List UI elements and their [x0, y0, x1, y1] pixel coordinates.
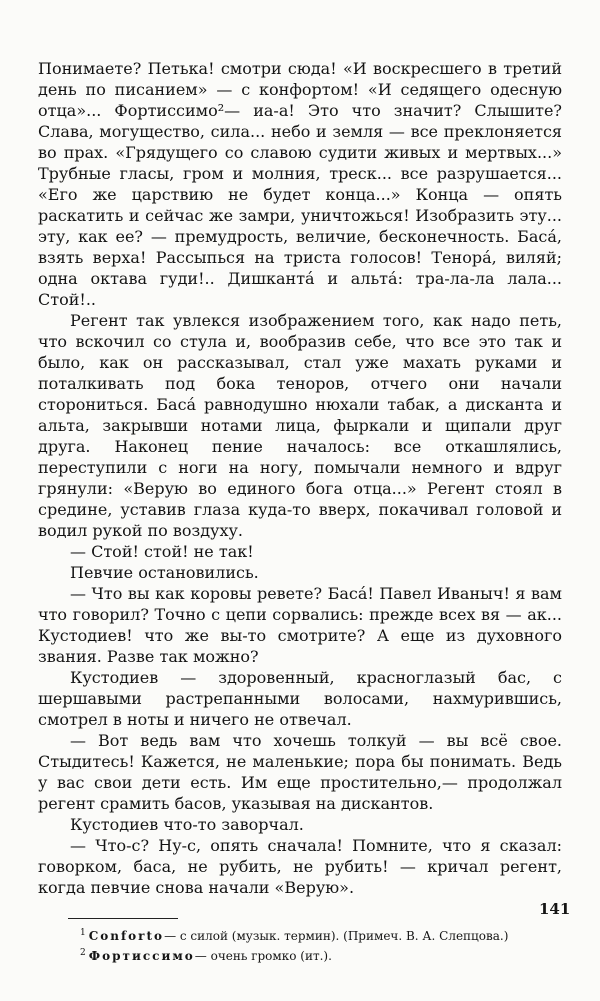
- footnote-divider: [68, 918, 178, 919]
- paragraph-7: — Вот ведь вам что хочешь толкуй — вы всё свое. Стыдитесь! Кажется, не маленькие; пора бы понимать. Ведь у вас свои дети есть. Им еще простительно,— продолжал регент срамить басов, указывая на дискантов.: [38, 731, 562, 813]
- paragraph-3: — Стой! стой! не так!: [70, 542, 254, 561]
- footnote-1-text: — с силой (музык. термин). (Примеч. В. А. Слепцова.): [164, 929, 509, 943]
- paragraph-1: Понимаете? Петька! смотри сюда! «И воскресшего в третий день по писанием» — с конфортом! «И седящего одесную отца»... Фортиссимо²— иа-а! Это что значит? Слышите? Слава, могущество, сила... небо и земля — все преклоняется во прах. «Грядущего со славою судити живых и мертвых...» Трубные гласы, гром и молния, треск... все разрушается... «Его же царствию не будет конца...» Конца — опять раскатить и сейчас же замри, уничтожься! Изобразить эту... эту, как ее? — премудрость, величие, бесконечность. Басá, взять верха! Рассыпься на триста голосов! Тенорá, виляй; одна октава гуди!.. Дишкантá и альтá: тра-ла-ла лала... Стой!..: [38, 59, 562, 309]
- paragraph-4: Певчие остановились.: [70, 563, 259, 582]
- footnote-1: [80, 925, 558, 945]
- main-text: [38, 58, 562, 898]
- paragraph-6: Кустодиев — здоровенный, красноглазый бас, с шершавыми растрепанными волосами, нахмурившись, смотрел в ноты и ничего не отвечал.: [38, 668, 562, 729]
- paragraph-5: — Что вы как коровы ревете? Басá! Павел Иваныч! я вам что говорил? Точно с цепи сорвались: прежде всех вя — ак... Кустодиев! что же вы-то смотрите? А еще из духовного звания. Разве так можно?: [38, 584, 562, 666]
- footnote-2-term: Фортиссимо: [88, 949, 195, 963]
- footnotes: [80, 925, 558, 965]
- paragraph-9: — Что-с? Ну-с, опять сначала! Помните, что я сказал: говорком, баса, не рубить, не рубить! — кричал регент, когда певчие снова начали «Верую».: [38, 836, 562, 897]
- paragraph-2: Регент так увлекся изображением того, как надо петь, что вскочил со стула и, вообразив себе, что все это так и было, как он рассказывал, стал уже махать руками и поталкивать под бока теноров, отчего они начали сторониться. Басá равнодушно нюхали табак, а дисканта и альта, закрывши нотами лица, фыркали и щипали друг друга. Наконец пение началось: все откашлялись, переступили с ноги на ногу, помычали немного и вдруг грянули: «Верую во единого бога отца...» Регент стоял в средине, уставив глаза куда-то вверх, покачивал головой и водил рукой по воздуху.: [38, 311, 562, 540]
- footnote-1-term: Conforto: [88, 929, 165, 943]
- footnote-2-mark: 2: [80, 948, 86, 958]
- footnote-1-mark: 1: [80, 928, 86, 938]
- footnote-2-text: — очень громко (ит.).: [194, 949, 332, 963]
- page-number: 141: [539, 900, 571, 918]
- paragraph-8: Кустодиев что-то заворчал.: [70, 815, 304, 834]
- footnote-2: [80, 945, 558, 965]
